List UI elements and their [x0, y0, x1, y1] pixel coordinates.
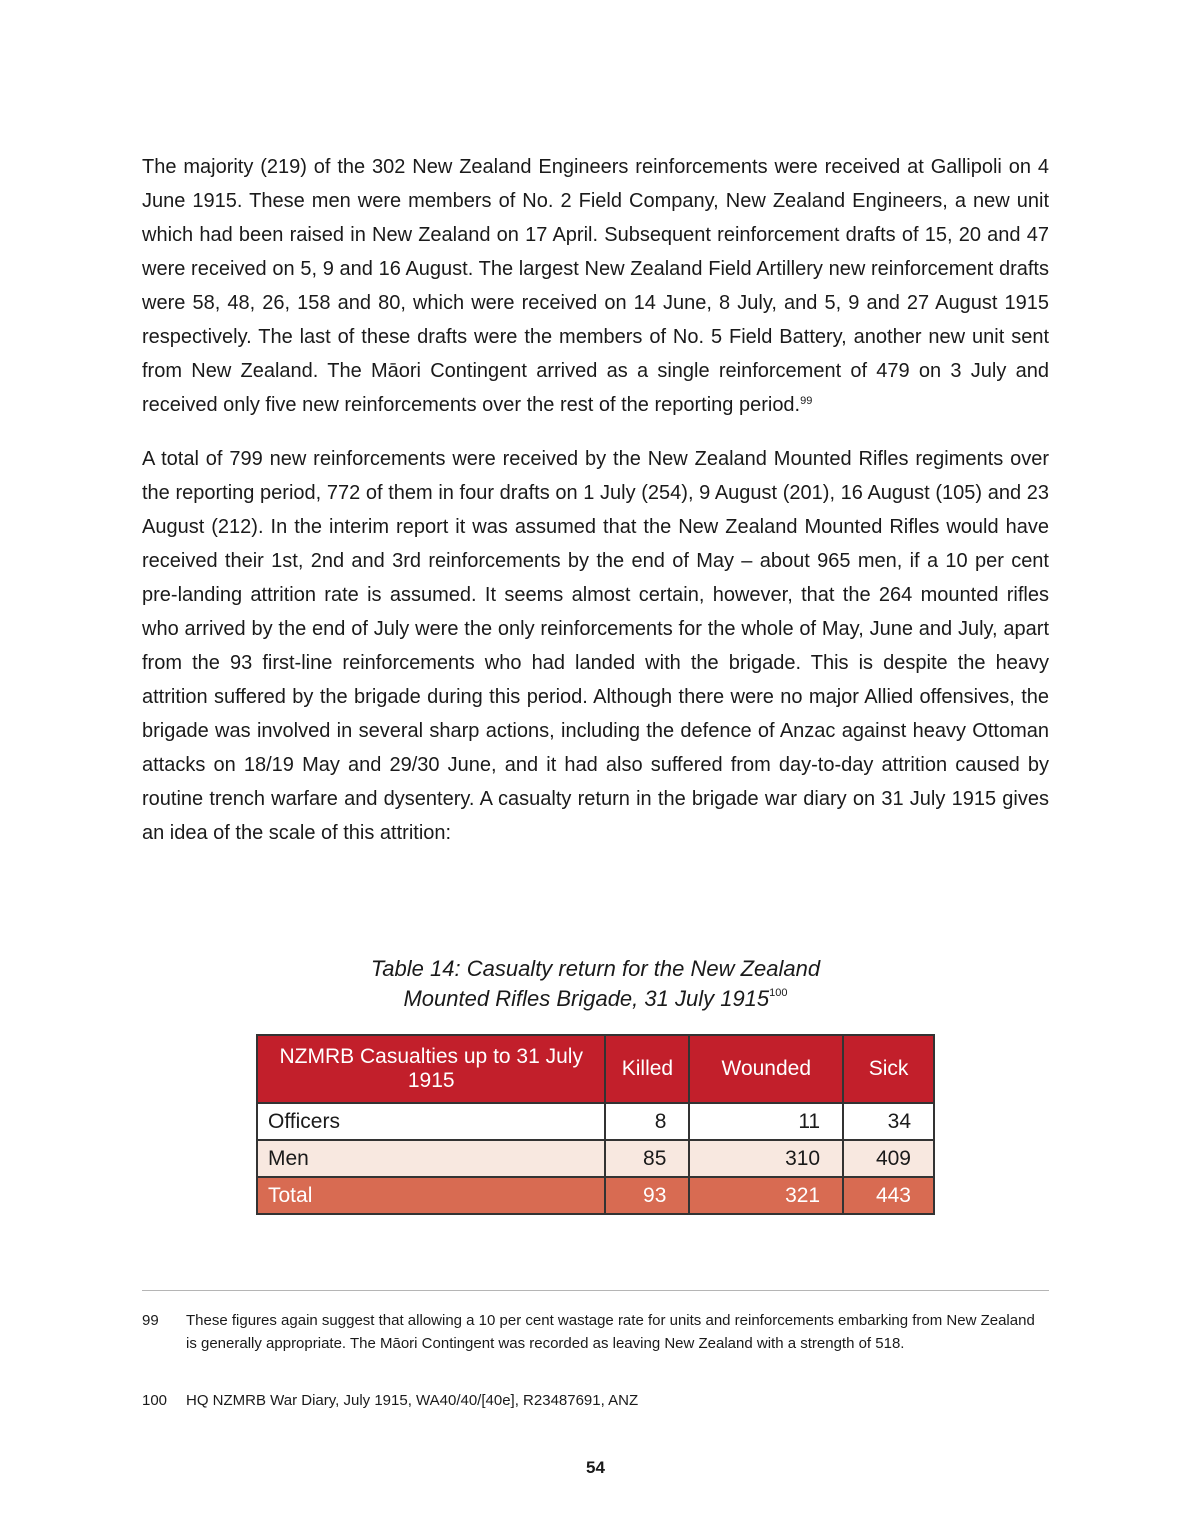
body-text — [142, 150, 1049, 850]
cell-total-sick: 443 — [843, 1177, 934, 1214]
casualty-table — [256, 1034, 935, 1215]
row-label-men: Men — [257, 1140, 605, 1177]
table-header-row — [257, 1035, 934, 1103]
table-row-total — [257, 1177, 934, 1214]
paragraph-2: A total of 799 new reinforcements were received by the New Zealand Mounted Rifles regiments over the reporting period, 772 of them in four drafts on 1 July (254), 9 August (201), 16 August (105) and 23 August (212). In the interim report it was assumed that the New Zealand Mounted Rifles would have received their 1st, 2nd and 3rd reinforcements by the end of May – about 965 men, if a 10 per cent pre-landing attrition rate is assumed. It seems almost certain, however, that the 264 mounted rifles who arrived by the end of July were the only reinforcements for the whole of May, June and July, apart from the 93 first-line reinforcements who had landed with the brigade. This is despite the heavy attrition suffered by the brigade during this period. Although there were no major Allied offensives, the brigade was involved in several sharp actions, including the defence of Anzac against heavy Ottoman attacks on 18/19 May and 29/30 June, and it had also suffered from day-to-day attrition caused by routine trench warfare and dysentery. A casualty return in the brigade war diary on 31 July 1915 gives an idea of the scale of this attrition: — [142, 448, 1049, 844]
table-row — [257, 1103, 934, 1140]
cell-total-killed: 93 — [605, 1177, 689, 1214]
cell-officers-killed: 8 — [605, 1103, 689, 1140]
footnote-ref-100[interactable]: 100 — [769, 987, 788, 999]
cell-officers-wounded: 11 — [689, 1103, 843, 1140]
row-label-total: Total — [257, 1177, 605, 1214]
footnote-divider — [142, 1290, 1049, 1291]
table-caption — [0, 954, 1191, 1014]
footnote-text: HQ NZMRB War Diary, July 1915, WA40/40/[40e], R23487691, ANZ — [186, 1392, 639, 1409]
page-number: 54 — [586, 1458, 605, 1477]
footnote-text: These figures again suggest that allowing a 10 per cent wastage rate for units and reinforcements embarking from New Zealand is generally appropriate. The Māori Contingent was recorded as leaving New Zealand with a strength of 518. — [186, 1312, 1035, 1352]
row-label-officers: Officers — [257, 1103, 605, 1140]
paragraph-1: The majority (219) of the 302 New Zealand Engineers reinforcements were received at Gallipoli on 4 June 1915. These men were members of No. 2 Field Company, New Zealand Engineers, a new unit which had been raised in New Zealand on 17 April. Subsequent reinforcement drafts of 15, 20 and 47 were received on 5, 9 and 16 August. The largest New Zealand Field Artillery new reinforcement drafts were 58, 48, 26, 158 and 80, which were received on 14 June, 8 July, and 5, 9 and 27 August 1915 respectively. The last of these drafts were the members of No. 5 Field Battery, another new unit sent from New Zealand. The Māori Contingent arrived as a single reinforcement of 479 on 3 July and received only five new reinforcements over the rest of the reporting period.$^{99}$ — [142, 156, 1049, 416]
caption-line-2: Mounted Rifles Brigade, 31 July 1915$^{100}$ — [403, 986, 788, 1011]
header-sick: Sick — [843, 1035, 934, 1103]
cell-officers-sick: 34 — [843, 1103, 934, 1140]
table-row — [257, 1140, 934, 1177]
footnote-99 — [142, 1309, 1049, 1355]
cell-men-wounded: 310 — [689, 1140, 843, 1177]
caption-line-1: Table 14: Casualty return for the New Zealand — [370, 956, 821, 981]
header-category: NZMRB Casualties up to 31 July 1915 — [257, 1035, 605, 1103]
footnote-ref-99[interactable]: 99 — [800, 395, 813, 407]
footnote-100 — [142, 1389, 1049, 1412]
footnote-number: 100 — [142, 1392, 168, 1409]
cell-men-sick: 409 — [843, 1140, 934, 1177]
cell-men-killed: 85 — [605, 1140, 689, 1177]
header-wounded: Wounded — [689, 1035, 843, 1103]
cell-total-wounded: 321 — [689, 1177, 843, 1214]
footnote-number: 99 — [142, 1312, 159, 1329]
header-killed: Killed — [605, 1035, 689, 1103]
